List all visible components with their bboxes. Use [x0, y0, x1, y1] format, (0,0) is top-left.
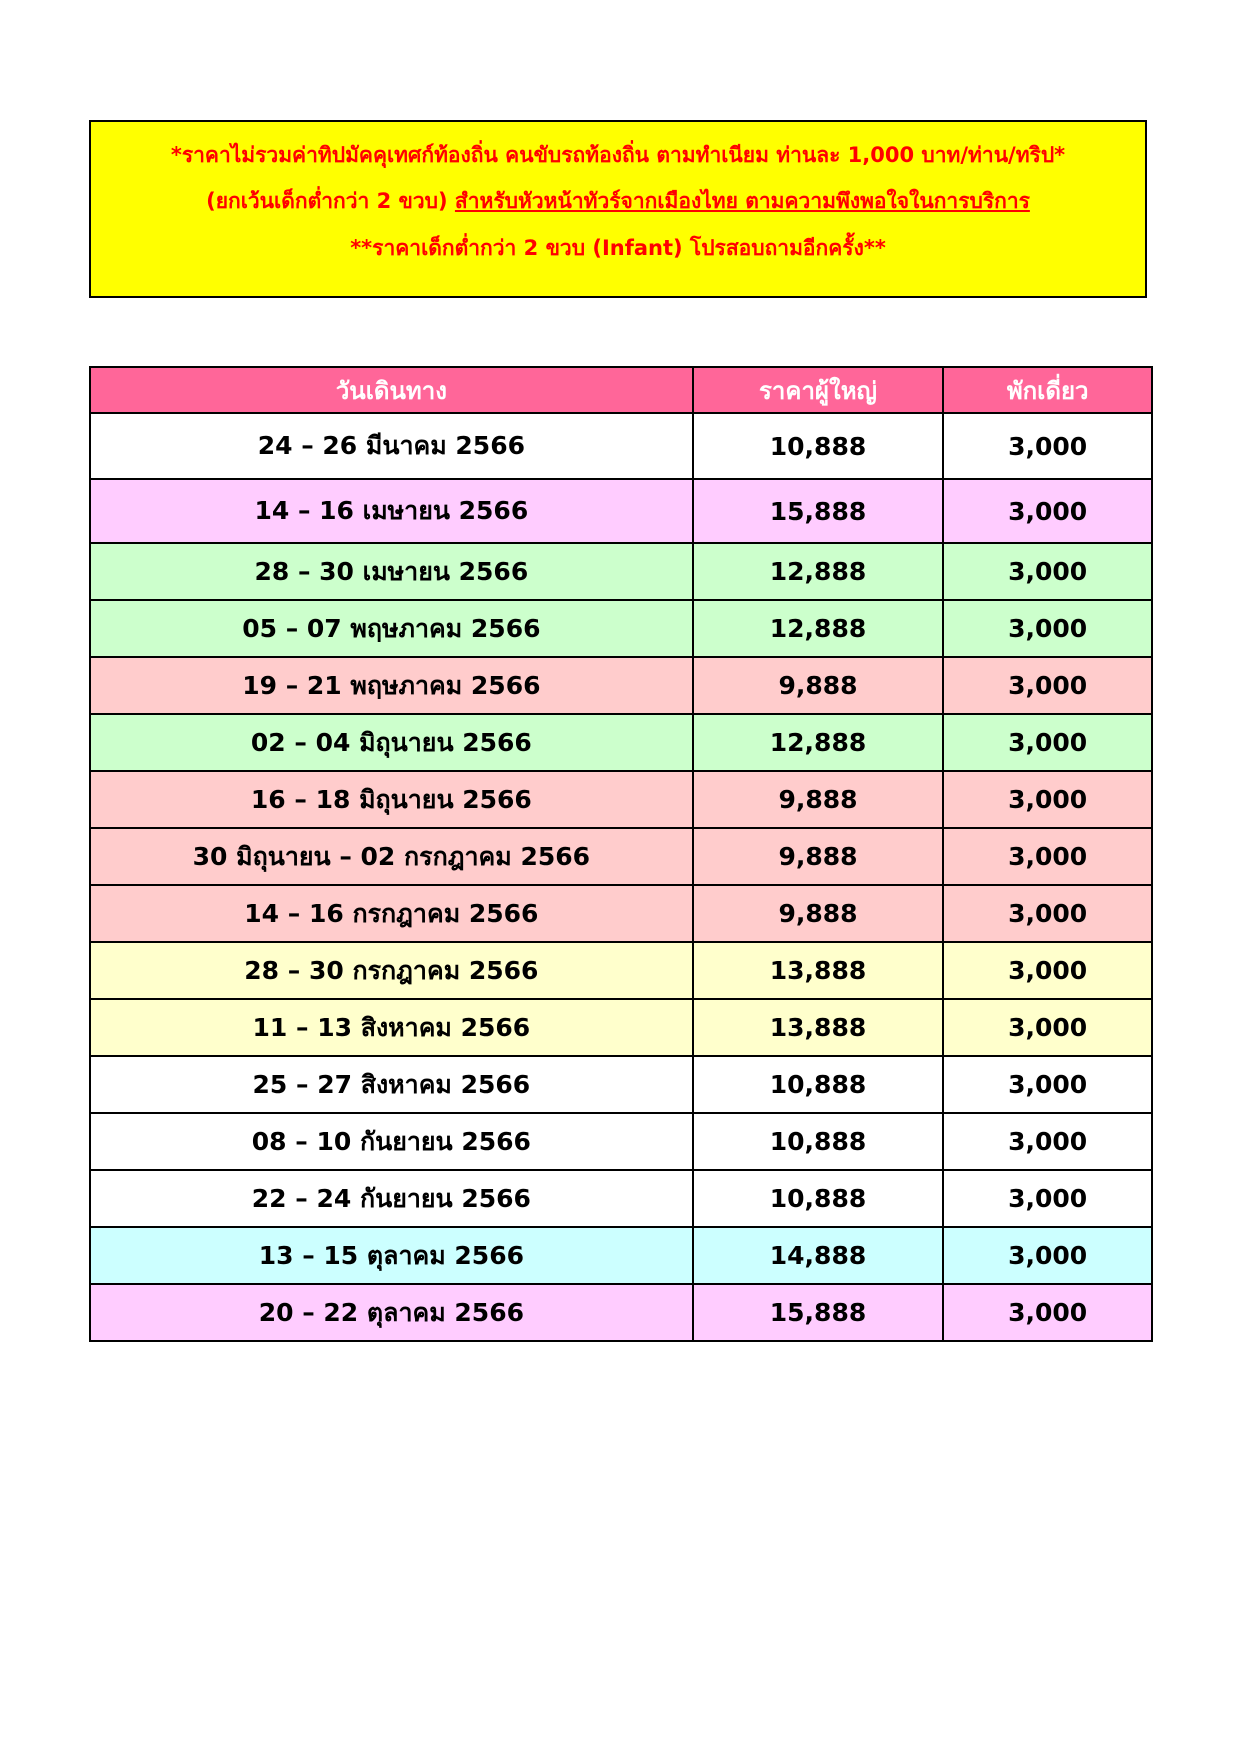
cell-single-room: 3,000: [943, 1170, 1152, 1227]
table-row: [90, 479, 1152, 543]
table-row: [90, 942, 1152, 999]
cell-travel-date: 19 – 21 พฤษภาคม 2566: [90, 657, 693, 714]
cell-adult-price: 9,888: [693, 657, 944, 714]
cell-travel-date: 08 – 10 กันยายน 2566: [90, 1113, 693, 1170]
table-row: [90, 771, 1152, 828]
cell-adult-price: 10,888: [693, 1113, 944, 1170]
header-single-room: พักเดี่ยว: [943, 367, 1152, 413]
cell-travel-date: 14 – 16 เมษายน 2566: [90, 479, 693, 543]
cell-adult-price: 15,888: [693, 479, 944, 543]
cell-adult-price: 13,888: [693, 999, 944, 1056]
notice-exception-line: [91, 186, 1145, 216]
cell-single-room: 3,000: [943, 828, 1152, 885]
table-row: [90, 1227, 1152, 1284]
table-row: [90, 657, 1152, 714]
cell-adult-price: 12,888: [693, 714, 944, 771]
price-rows: [90, 413, 1152, 1341]
notice-child-exception: (ยกเว้นเด็กต่ำกว่า 2 ขวบ): [206, 189, 455, 213]
cell-adult-price: 13,888: [693, 942, 944, 999]
table-row: [90, 1056, 1152, 1113]
cell-travel-date: 13 – 15 ตุลาคม 2566: [90, 1227, 693, 1284]
cell-travel-date: 02 – 04 มิถุนายน 2566: [90, 714, 693, 771]
cell-single-room: 3,000: [943, 1113, 1152, 1170]
table-row: [90, 413, 1152, 479]
cell-travel-date: 16 – 18 มิถุนายน 2566: [90, 771, 693, 828]
cell-single-room: 3,000: [943, 885, 1152, 942]
cell-single-room: 3,000: [943, 600, 1152, 657]
table-row: [90, 1170, 1152, 1227]
table-row: [90, 600, 1152, 657]
cell-adult-price: 15,888: [693, 1284, 944, 1341]
cell-single-room: 3,000: [943, 479, 1152, 543]
cell-travel-date: 25 – 27 สิงหาคม 2566: [90, 1056, 693, 1113]
cell-adult-price: 14,888: [693, 1227, 944, 1284]
cell-adult-price: 12,888: [693, 543, 944, 600]
cell-single-room: 3,000: [943, 714, 1152, 771]
cell-travel-date: 05 – 07 พฤษภาคม 2566: [90, 600, 693, 657]
cell-single-room: 3,000: [943, 413, 1152, 479]
notice-tip-fee: *ราคาไม่รวมค่าทิปมัคคุเทศก์ท้องถิ่น คนขับรถท้องถิ่น ตามทำเนียม ท่านละ 1,000 บาท/ท่าน/ทริป*: [170, 143, 1066, 167]
table-row: [90, 885, 1152, 942]
table-row: [90, 714, 1152, 771]
table-row: [90, 1284, 1152, 1341]
cell-single-room: 3,000: [943, 1284, 1152, 1341]
cell-travel-date: 14 – 16 กรกฎาคม 2566: [90, 885, 693, 942]
cell-single-room: 3,000: [943, 657, 1152, 714]
notice-infant-price: **ราคาเด็กต่ำกว่า 2 ขวบ (Infant) โปรสอบถามอีกครั้ง**: [350, 236, 886, 260]
cell-adult-price: 9,888: [693, 771, 944, 828]
cell-single-room: 3,000: [943, 1227, 1152, 1284]
cell-single-room: 3,000: [943, 1056, 1152, 1113]
cell-single-room: 3,000: [943, 999, 1152, 1056]
cell-adult-price: 10,888: [693, 1056, 944, 1113]
table-row: [90, 999, 1152, 1056]
header-travel-date: วันเดินทาง: [90, 367, 693, 413]
cell-single-room: 3,000: [943, 942, 1152, 999]
cell-adult-price: 12,888: [693, 600, 944, 657]
cell-single-room: 3,000: [943, 543, 1152, 600]
cell-single-room: 3,000: [943, 771, 1152, 828]
cell-travel-date: 28 – 30 กรกฎาคม 2566: [90, 942, 693, 999]
header-adult-price: ราคาผู้ใหญ่: [693, 367, 944, 413]
cell-adult-price: 10,888: [693, 413, 944, 479]
cell-travel-date: 20 – 22 ตุลาคม 2566: [90, 1284, 693, 1341]
cell-travel-date: 22 – 24 กันยายน 2566: [90, 1170, 693, 1227]
price-notice-box: [89, 120, 1147, 298]
cell-travel-date: 28 – 30 เมษายน 2566: [90, 543, 693, 600]
cell-adult-price: 9,888: [693, 828, 944, 885]
travel-dates-price-table: [89, 366, 1153, 1342]
cell-travel-date: 24 – 26 มีนาคม 2566: [90, 413, 693, 479]
table-header-row: [90, 367, 1152, 413]
cell-adult-price: 10,888: [693, 1170, 944, 1227]
cell-adult-price: 9,888: [693, 885, 944, 942]
table-row: [90, 828, 1152, 885]
notice-tour-leader-tip: สำหรับหัวหน้าทัวร์จากเมืองไทย ตามความพึงพอใจในการบริการ: [454, 189, 1030, 213]
cell-travel-date: 30 มิถุนายน – 02 กรกฎาคม 2566: [90, 828, 693, 885]
cell-travel-date: 11 – 13 สิงหาคม 2566: [90, 999, 693, 1056]
table-row: [90, 1113, 1152, 1170]
table-row: [90, 543, 1152, 600]
